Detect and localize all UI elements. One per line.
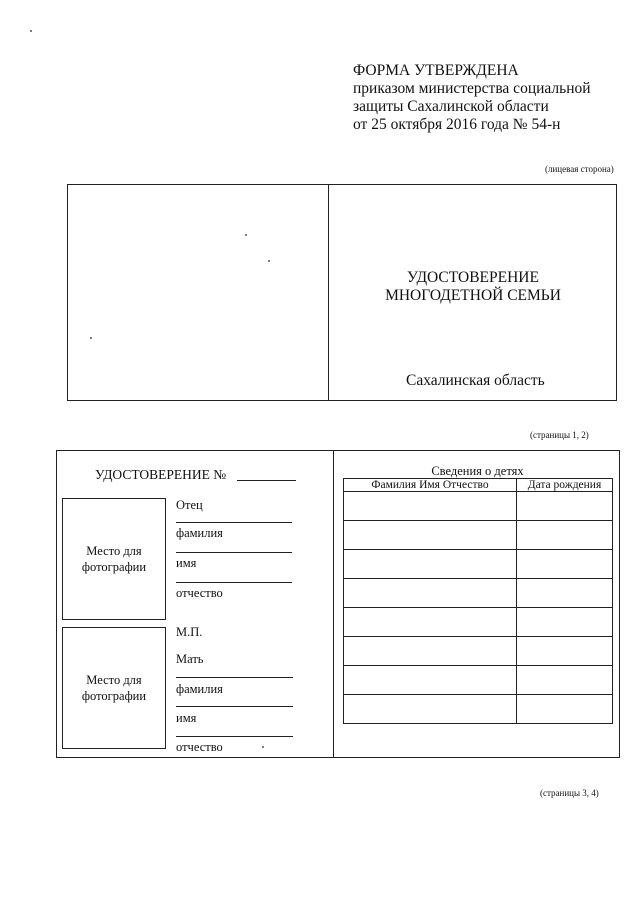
mother-name-line	[176, 736, 293, 737]
child-fio-cell	[344, 579, 517, 608]
father-surname-line	[176, 552, 292, 553]
mother-heading: Мать	[176, 652, 204, 666]
children-table-header-row	[344, 479, 613, 492]
child-fio-cell	[344, 695, 517, 724]
father-patronymic-label: отчество	[176, 586, 223, 600]
child-fio-cell	[344, 666, 517, 695]
father-surname-label: фамилия	[176, 526, 223, 540]
child-fio-cell	[344, 521, 517, 550]
inner-pages-note: (страницы 1, 2)	[530, 430, 589, 440]
child-fio-cell	[344, 550, 517, 579]
scan-speck	[245, 234, 247, 236]
front-cover-title	[329, 269, 617, 305]
front-title-line-2: МНОГОДЕТНОЙ СЕМЬИ	[385, 287, 561, 304]
scan-speck	[262, 746, 264, 748]
inner-pages-3-4-note: (страницы 3, 4)	[540, 788, 599, 798]
cert-number-label: УДОСТОВЕРЕНИЕ №	[95, 467, 227, 482]
mother-photo-text-1: Место для	[86, 673, 142, 687]
children-table-row	[344, 521, 613, 550]
approval-header	[353, 62, 591, 134]
children-table	[343, 478, 613, 724]
mother-photo-placeholder	[62, 627, 166, 749]
father-photo-text-2: фотографии	[81, 560, 147, 574]
mother-name-label: имя	[176, 711, 197, 725]
approval-line-2: приказом министерства социальной	[353, 80, 591, 97]
scan-speck	[30, 30, 32, 32]
child-fio-cell	[344, 492, 517, 521]
children-table-row	[344, 492, 613, 521]
father-name-line	[176, 582, 292, 583]
mother-photo-text-2: фотографии	[81, 689, 147, 703]
mother-heading-line	[176, 677, 293, 678]
children-table-row	[344, 550, 613, 579]
child-birth-date-cell	[517, 492, 613, 521]
child-birth-date-cell	[517, 550, 613, 579]
father-name-label: имя	[176, 556, 197, 570]
children-table-body	[344, 492, 613, 724]
child-birth-date-cell	[517, 666, 613, 695]
child-birth-date-cell	[517, 521, 613, 550]
children-table-row	[344, 666, 613, 695]
child-birth-date-cell	[517, 637, 613, 666]
cert-number-line	[237, 480, 296, 481]
approval-line-3: защиты Сахалинской области	[353, 98, 549, 115]
inner-pages-divider	[333, 450, 334, 758]
col-header-birth-date: Дата рождения	[517, 479, 613, 492]
approval-line-4: от 25 октября 2016 года № 54-н	[353, 116, 561, 133]
father-photo-placeholder	[62, 498, 166, 620]
father-heading-line	[176, 522, 292, 523]
father-photo-text-1: Место для	[86, 544, 142, 558]
child-birth-date-cell	[517, 608, 613, 637]
child-fio-cell	[344, 637, 517, 666]
mother-surname-label: фамилия	[176, 682, 223, 696]
child-birth-date-cell	[517, 695, 613, 724]
child-fio-cell	[344, 608, 517, 637]
mother-surname-line	[176, 706, 293, 707]
scan-speck	[268, 260, 270, 262]
mother-patronymic-label: отчество	[176, 740, 223, 754]
child-birth-date-cell	[517, 579, 613, 608]
front-title-line-1: УДОСТОВЕРЕНИЕ	[407, 269, 539, 286]
children-table-row	[344, 637, 613, 666]
front-side-note: (лицевая сторона)	[545, 164, 614, 174]
scan-speck	[90, 337, 92, 339]
col-header-fio: Фамилия Имя Отчество	[344, 479, 517, 492]
children-table-row	[344, 579, 613, 608]
children-table-title: Сведения о детях	[431, 464, 524, 478]
approval-line-1: ФОРМА УТВЕРЖДЕНА	[353, 62, 519, 79]
children-table-row	[344, 608, 613, 637]
children-table-row	[344, 695, 613, 724]
father-heading: Отец	[176, 498, 203, 512]
front-region: Сахалинская область	[406, 372, 545, 389]
stamp-label: М.П.	[176, 625, 203, 639]
